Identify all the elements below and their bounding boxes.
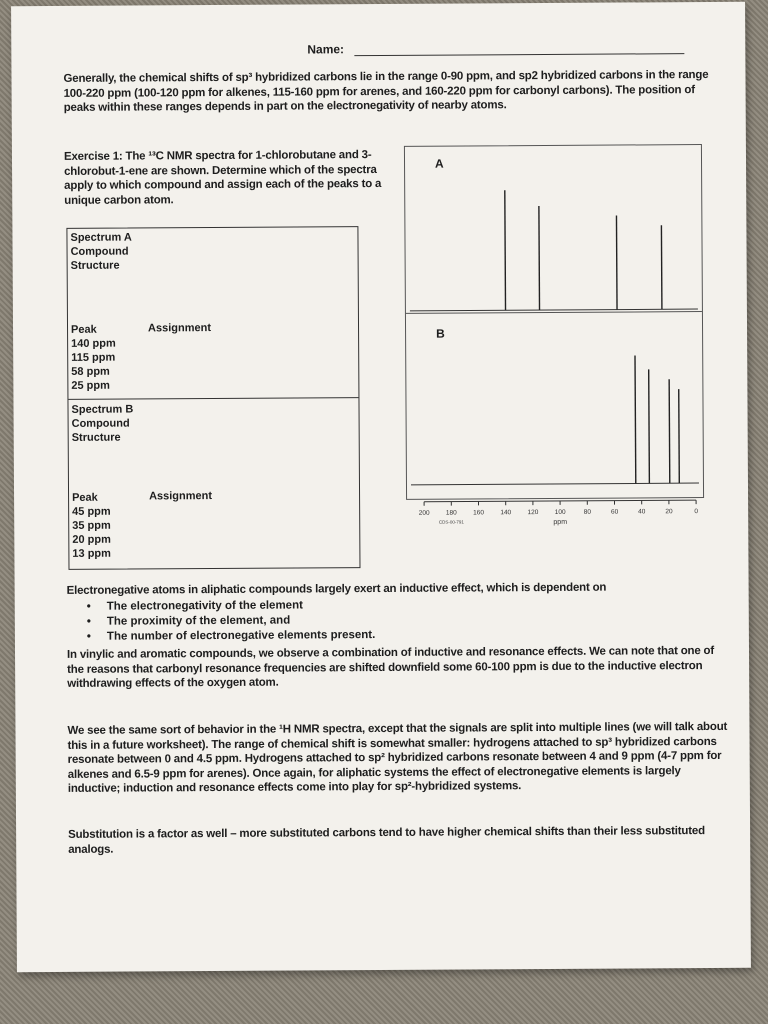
- axis-tick-label: 100: [554, 508, 566, 516]
- peak-a-140: [505, 190, 506, 310]
- axis-tick-label: 120: [527, 509, 539, 517]
- peak-b-13: [679, 389, 680, 483]
- nmr-spectra-figure: [404, 144, 704, 500]
- axis-tick-label: 200: [418, 509, 430, 517]
- peak-b-1: 45 ppm: [72, 505, 111, 518]
- spectrum-a-title: Spectrum A: [70, 231, 132, 244]
- electronegative-paragraph: Electronegative atoms in aliphatic compounds largely exert an inductive effect, which is dependent on: [66, 581, 607, 597]
- axis-tick-label: 0: [694, 508, 698, 516]
- spectrum-b-peaks: [72, 491, 111, 561]
- axis-tick-label: 180: [445, 509, 457, 517]
- spectrum-b-title: Spectrum B: [71, 403, 134, 416]
- peak-a-1: 140 ppm: [71, 337, 116, 350]
- vinylic-paragraph: In vinylic and aromatic compounds, we observe a combination of inductive and resonance effects. We can note that one of the reasons that carbonyl resonance frequencies are shifted downfield some 60-100 ppm is due to the inductive electron withdrawing effects of the oxygen atom.: [66, 644, 715, 690]
- axis-tick-label: 60: [610, 508, 619, 516]
- baseline-b: [411, 483, 699, 485]
- spectra-plot: [405, 145, 703, 499]
- peak-a-115: [539, 206, 540, 310]
- exercise-paragraph: Exercise 1: The ¹³C NMR spectra for 1-chlorobutane and 3-chlorobut-1-ene are shown. Determine which of the spectra apply to which compound and assign each of the peaks to a unique carbon atom.: [63, 149, 382, 207]
- intro-paragraph: Generally, the chemical shifts of sp³ hybridized carbons lie in the range 0-90 ppm, and sp2 hybridized carbons in the range 100-220 ppm (100-120 ppm for alkenes, 115-160 ppm for arenes, and 160-220 ppm for carbonyl carbons). The position of peaks within these ranges depends in part on the electronegativity of nearby atoms.: [63, 68, 709, 114]
- spectrum-a-structure-label[interactable]: Structure: [70, 259, 120, 272]
- spectrum-b-assignment-header[interactable]: Assignment: [149, 490, 213, 503]
- spectrum-b-header: [71, 403, 133, 445]
- spectrum-a-peak-header: Peak: [70, 323, 97, 336]
- axis-tick-label: 80: [583, 508, 591, 516]
- peak-a-2: 115 ppm: [71, 351, 116, 364]
- worksheet-page: [11, 2, 751, 972]
- spectrum-a-label: A: [434, 156, 444, 171]
- axis-tick-label: 160: [473, 509, 485, 517]
- baseline-a: [410, 309, 698, 311]
- list-item: • The electronegativity of the element: [87, 598, 376, 615]
- peak-b-20: [669, 379, 670, 483]
- name-label: Name:: [307, 42, 345, 57]
- substitution-paragraph: Substitution is a factor as well – more substituted carbons tend to have higher chemical shifts than their less substituted analogs.: [68, 825, 705, 856]
- peak-b-4: 13 ppm: [72, 547, 111, 560]
- peak-b-45: [635, 355, 636, 483]
- name-field[interactable]: [307, 40, 684, 56]
- peak-b-35: [649, 369, 650, 483]
- peak-a-25: [661, 225, 662, 309]
- peak-a-58: [616, 216, 617, 310]
- list-item: • The proximity of the element, and: [87, 613, 376, 630]
- spectrum-a-peaks: [71, 323, 116, 393]
- factor-list: [87, 598, 376, 645]
- list-item: • The number of electronegative elements present.: [87, 628, 376, 645]
- peak-b-3: 20 ppm: [72, 533, 111, 546]
- peak-a-3: 58 ppm: [71, 365, 110, 378]
- spectrum-code-label: CDS-00-791: [438, 519, 464, 525]
- table-divider: [68, 397, 358, 400]
- axis-unit-label: ppm: [553, 518, 568, 526]
- ppm-axis: [406, 498, 702, 530]
- name-blank-line[interactable]: [354, 43, 684, 56]
- spectrum-a-header: [70, 231, 132, 273]
- spectrum-b-peak-header: Peak: [72, 491, 98, 504]
- axis-tick-label: 40: [638, 508, 646, 516]
- spectrum-b-structure-label[interactable]: Structure: [71, 431, 121, 444]
- spectrum-b-compound-label[interactable]: Compound: [71, 417, 130, 430]
- axis-tick-label: 20: [665, 508, 673, 516]
- answer-table: [66, 226, 360, 570]
- h-nmr-paragraph: We see the same sort of behavior in the ¹H NMR spectra, except that the signals are split into multiple lines (we will talk about this in a future worksheet). The range of chemical shift is somewhat smaller: hydrogens attached to sp³ hybridized carbons resonate between 0 and 4.5 ppm. Hydrogens attached to sp² hybridized carbons resonate between 4 and 9 ppm (4-7 ppm for alkenes and 6.5-9 ppm for arenes). Once again, for aliphatic systems the effect of electronegative elements is largely inductive; induction and resonance effects come into play for sp²-hybridized systems.: [67, 720, 728, 795]
- peak-a-4: 25 ppm: [71, 379, 110, 392]
- spectrum-a-compound-label[interactable]: Compound: [70, 245, 129, 258]
- axis-tick-label: 140: [500, 509, 512, 517]
- peak-b-2: 35 ppm: [72, 519, 111, 532]
- spectrum-b-label: B: [436, 326, 445, 341]
- spectrum-a-assignment-header[interactable]: Assignment: [147, 322, 212, 335]
